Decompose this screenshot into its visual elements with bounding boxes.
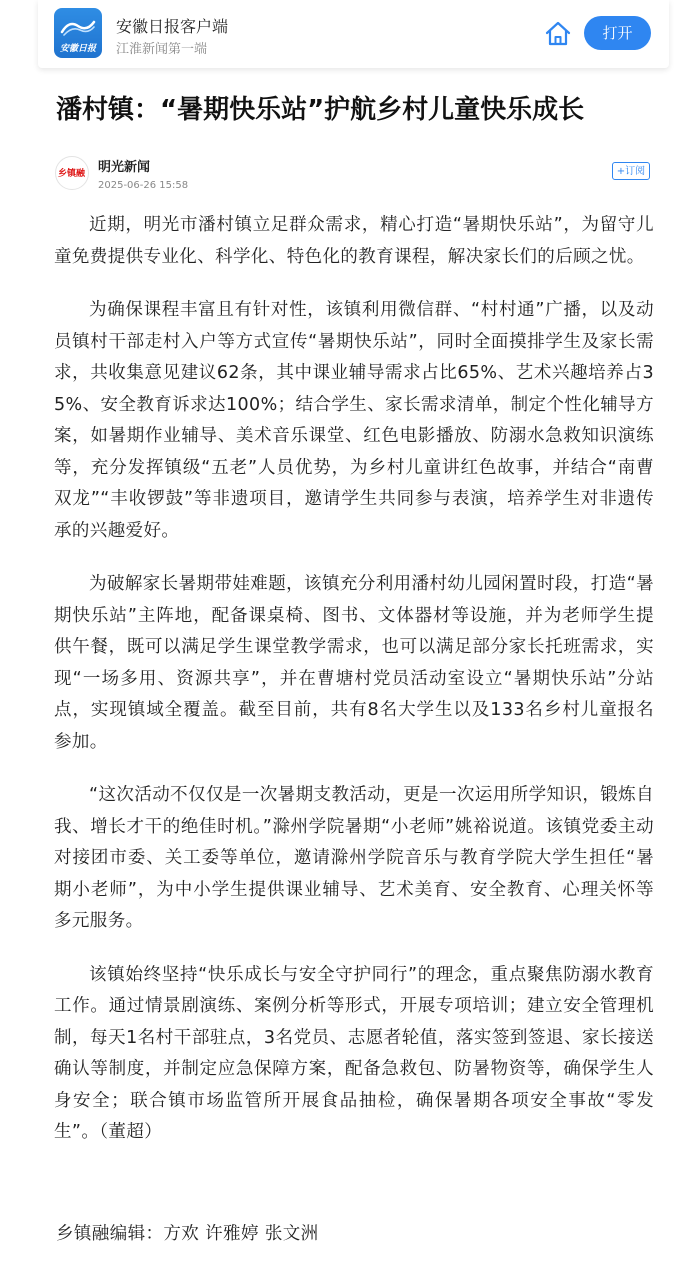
subscribe-button[interactable]: +订阅 [612,162,650,180]
avatar-text: 乡镇融 [58,169,86,179]
open-app-button[interactable]: 打开 [584,16,651,50]
article-paragraph: 为确保课程丰富且有针对性，该镇利用微信群、“村村通”广播，以及动员镇村干部走村入户等方式宣传“暑期快乐站”，同时全面摸排学生及家长需求，共收集意见建议62条，其中课业辅导需求占比65%、艺术兴趣培养占35%、安全教育诉求达100%；结合学生、家长需求清单，制定个性化辅导方案，如暑期作业辅导、美术音乐课堂、红色电影播放、防溺水急救知识演练等，充分发挥镇级“五老”人员优势，为乡村儿童讲红色故事，并结合“南曹双龙”“丰收锣鼓”等非遗项目，邀请学生共同参与表演，培养学生对非遗传承的兴趣爱好。 [54,300,654,541]
article-paragraph: “这次活动不仅仅是一次暑期支教活动，更是一次运用所学知识，锻炼自我、增长才干的绝佳时机。”滁州学院暑期“小老师”姚裕说道。该镇党委主动对接团市委、关工委等单位，邀请滁州学院音乐与教育学院大学生担任“暑期小老师”，为中小学生提供课业辅导、艺术美育、安全教育、心理关怀等多元服务。 [54,785,654,931]
article-paragraph: 为破解家长暑期带娃难题，该镇充分利用潘村幼儿园闲置时段，打造“暑期快乐站”主阵地，配备课桌椅、图书、文体器材等设施，并为老师学生提供午餐，既可以满足学生课堂教学需求，也可以满足部分家长托班需求，实现“一场多用、资源共享”，并在曹塘村党员活动室设立“暑期快乐站”分站点，实现镇域全覆盖。截至目前，共有8名大学生以及133名乡村儿童报名参加。 [54,574,654,752]
publish-time: 2025-06-26 15:58 [98,180,189,191]
editor-credit: 乡镇融编辑：方欢 许雅婷 张文洲 [56,1224,319,1244]
app-subtitle: 江淮新闻第一端 [116,42,208,57]
author-avatar[interactable] [55,156,89,190]
logo-text: 安徽日报 [59,44,96,54]
home-icon[interactable] [544,20,572,46]
logo-wave-graphic [60,18,96,36]
author-name[interactable]: 明光新闻 [98,160,151,175]
anhui-daily-logo-icon [54,8,102,58]
article-body [54,210,654,1171]
app-banner [38,0,669,68]
app-name: 安徽日报客户端 [116,17,229,36]
article-paragraph: 该镇始终坚持“快乐成长与安全守护同行”的理念，重点聚焦防溺水教育工作。通过情景剧演练、案例分析等形式，开展专项培训；建立安全管理机制，每天1名村干部驻点，3名党员、志愿者轮值，落实签到签退、家长接送确认等制度，并制定应急保障方案，配备急救包、防暑物资等，确保学生人身安全；联合镇市场监管所开展食品抽检，确保暑期各项安全事故“零发生”。（董超） [54,964,654,1142]
article-paragraph: 近期，明光市潘村镇立足群众需求，精心打造“暑期快乐站”，为留守儿童免费提供专业化、科学化、特色化的教育课程，解决家长们的后顾之忧。 [54,215,654,267]
article-title: 潘村镇：“暑期快乐站”护航乡村儿童快乐成长 [56,95,585,125]
